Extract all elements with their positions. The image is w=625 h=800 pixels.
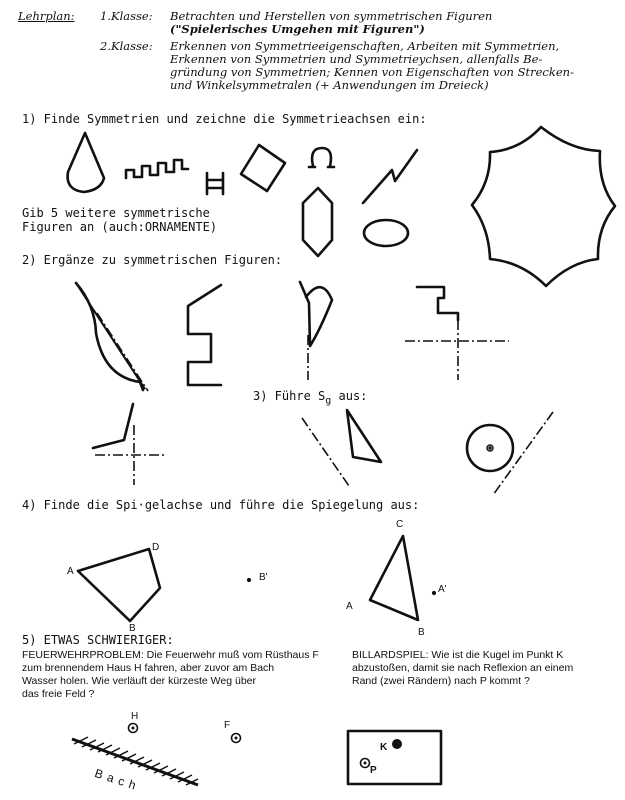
triangle-ABC <box>370 536 418 620</box>
label-K: K <box>380 742 388 753</box>
task1-note-line2: Figuren an (auch:ORNAMENTE) <box>22 220 218 234</box>
axis-task3-left <box>302 418 349 486</box>
task5-title: 5) ETWAS SCHWIERIGER: <box>22 633 174 647</box>
label-D-left: D <box>152 542 160 553</box>
brook-bank <box>72 737 198 785</box>
lightning-shape <box>363 150 417 203</box>
point-A-prime <box>432 591 435 594</box>
class1-tag: 1.Klasse: <box>100 9 153 23</box>
center-dot <box>489 447 491 449</box>
label-bach: Bach <box>92 766 143 794</box>
label-B-right: B <box>418 627 425 638</box>
label-A-prime: A' <box>438 584 447 595</box>
profile-shape <box>188 285 221 385</box>
label-H: H <box>131 711 139 722</box>
task2-title: 2) Ergänze zu symmetrischen Figuren: <box>22 253 283 267</box>
label-A-left: A <box>67 566 74 577</box>
fire-line: zum brennendem Haus H fahren, aber zuvor am Bach <box>22 662 275 674</box>
leaf-edge <box>76 283 145 389</box>
label-P: P <box>370 765 377 776</box>
class1-text: Betrachten und Herstellen von symmetrischen Figuren <box>170 9 493 23</box>
ice-cream-shape <box>68 133 104 192</box>
diamond-square-shape <box>241 145 285 191</box>
ladder-shape <box>207 173 223 194</box>
octagon-star-shape <box>472 127 615 286</box>
label-C-right: C <box>396 519 404 530</box>
task3-title-suffix: aus: <box>331 389 368 403</box>
axis-task3-right <box>493 412 553 495</box>
curriculum-label: Lehrplan: <box>18 9 75 23</box>
class1-subtitle: ("Spielerisches Umgehen mit Figuren") <box>170 22 425 36</box>
stair-shape <box>417 287 458 320</box>
axis-leaf <box>97 313 148 391</box>
meander-shape <box>126 160 188 178</box>
task4-title: 4) Finde die Spi·gelachse und führe die Spiegelung aus: <box>22 498 420 512</box>
class2-line1: Erkennen von Symmetrieeigenschaften, Arbeiten mit Symmetrien, <box>170 39 560 53</box>
task1-note-line1: Gib 5 weitere symmetrische <box>22 206 210 220</box>
quadrilateral-ABD <box>78 549 160 621</box>
task3-title-prefix: 3) Führe S <box>253 389 326 403</box>
omega-shape <box>309 148 334 167</box>
fire-line: FEUERWEHRPROBLEM: Die Feuerwehr muß vom Rüsthaus F <box>22 649 319 661</box>
billiard-table <box>348 731 441 784</box>
billiard-line: Rand (zwei Rändern) nach P kommt ? <box>352 675 530 687</box>
half-heart-shape <box>300 282 332 346</box>
fire-line: Wasser holen. Wie verläuft der kürzeste Weg über <box>22 675 257 687</box>
class2-tag: 2.Klasse: <box>100 39 153 53</box>
point-B-prime <box>247 578 250 581</box>
task3-title-sub: g <box>325 395 332 407</box>
label-B-prime: B' <box>259 572 268 583</box>
label-B-left: B <box>129 623 136 634</box>
class2-line3: gründung von Symmetrien; Kennen von Eigenschaften von Strecken- <box>170 65 574 79</box>
task1-title: 1) Finde Symmetrien und zeichne die Symmetrieachsen ein: <box>22 112 427 126</box>
label-F: F <box>224 720 231 731</box>
fire-line: das freie Feld ? <box>22 688 95 700</box>
billiard-line: BILLARDSPIEL: Wie ist die Kugel im Punkt K <box>352 649 564 661</box>
class2-line2: Erkennen von Symmetrien und Symmetrieychsen, allenfalls Be- <box>170 52 543 66</box>
label-A-right: A <box>346 601 353 612</box>
ball-K <box>393 740 402 749</box>
hexagon-shape <box>303 188 332 256</box>
triangle-sg-shape <box>347 410 381 462</box>
billiard-line: abzustoßen, damit sie nach Reflexion an einem <box>352 662 574 674</box>
class2-line4: und Winkelsymmetralen (+ Anwendungen im Dreieck) <box>170 78 489 92</box>
angle-shape <box>93 404 133 448</box>
ellipse-shape <box>364 220 408 246</box>
